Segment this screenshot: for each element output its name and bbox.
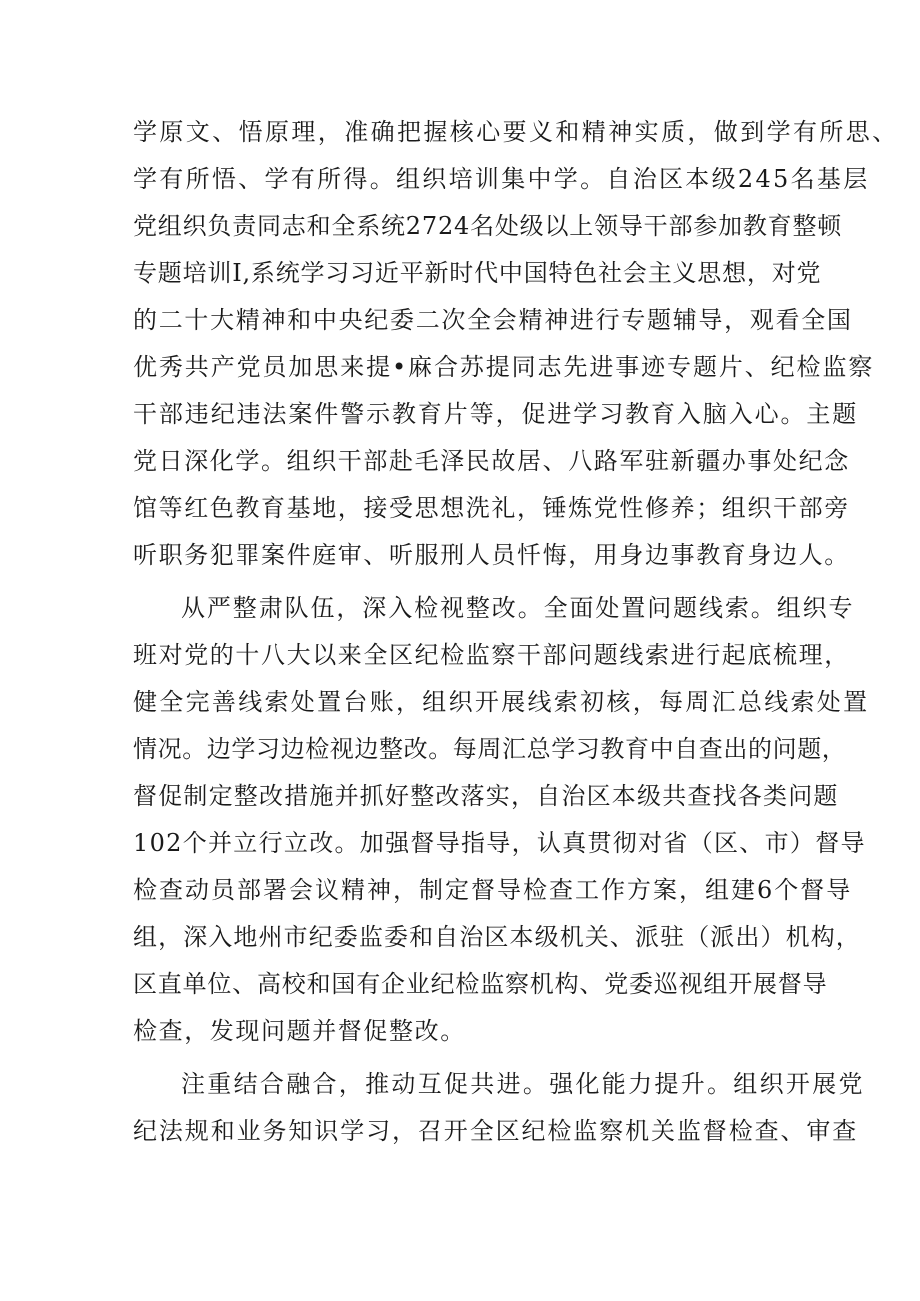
- text-line: 督促制定整改措施并抓好整改落实，自治区本级共查找各类问题: [133, 782, 839, 810]
- text-line: 检查动员部署会议精神，制定督导检查工作方案，组建6个督导: [133, 876, 853, 904]
- text-line: 检查，发现问题并督促整改。: [133, 1017, 466, 1045]
- paragraph-start-line: 注重结合融合，推动互促共进。强化能力提升。组织开展党: [181, 1070, 865, 1098]
- text-line: 区直单位、高校和国有企业纪检监察机构、党委巡视组开展督导: [133, 970, 828, 998]
- text-line: 干部违纪违法案件警示教育片等，促进学习教育入脑入心。主题: [133, 400, 859, 428]
- text-line: 的二十大精神和中央纪委二次全会精神进行专题辅导，观看全国: [133, 306, 853, 334]
- text-line: 馆等红色教育基地，接受思想洗礼，锤炼党性修养；组织干部旁: [133, 494, 850, 522]
- text-line: 学原文、悟原理，准确把握核心要义和精神实质，做到学有所思、: [133, 118, 899, 146]
- text-line: 102个并立行立改。加强督导指导，认真贯彻对省（区、市）督导: [133, 829, 866, 857]
- text-line: 学有所悟、学有所得。组织培训集中学。自治区本级245名基层: [133, 165, 870, 193]
- text-line: 班对党的十八大以来全区纪检监察干部问题线索进行起底梳理，: [133, 641, 850, 669]
- text-line: 优秀共产党员加思来提•麻合苏提同志先进事迹专题片、纪检监察: [133, 353, 875, 381]
- text-line: 党组织负责同志和全系统2724名处级以上领导干部参加教育整顿: [133, 212, 843, 240]
- text-line: 专题培训I,系统学习习近平新时代中国特色社会主义思想，对党: [133, 259, 822, 287]
- paragraph-start-line: 从严整肃队伍，深入检视整改。全面处置问题线索。组织专: [181, 594, 855, 622]
- text-line: 健全完善线索处置台账，组织开展线索初核，每周汇总线索处置: [133, 688, 870, 716]
- text-line: 听职务犯罪案件庭审、听服刑人员忏悔，用身边事教育身边人。: [133, 541, 850, 569]
- text-line: 纪法规和业务知识学习，召开全区纪检监察机关监督检查、审查: [133, 1117, 859, 1145]
- text-line: 党日深化学。组织干部赴毛泽民故居、八路军驻新疆办事处纪念: [133, 447, 850, 475]
- text-line: 组，深入地州市纪委监委和自治区本级机关、派驻（派出）机构，: [133, 923, 861, 951]
- text-line: 情况。边学习边检视边整改。每周汇总学习教育中自查出的问题，: [133, 735, 847, 763]
